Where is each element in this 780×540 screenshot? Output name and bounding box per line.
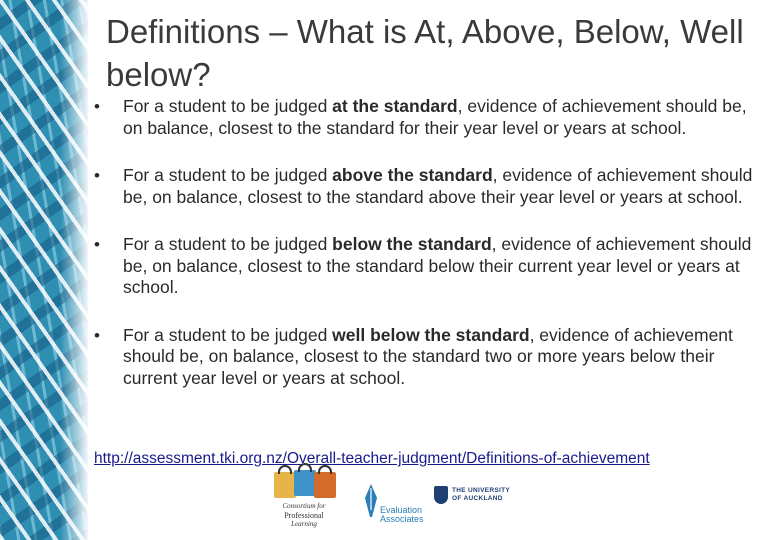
- bullet-suffix: , evidence of achievement should be, on balance, closest to the standard for their year level or years at school.: [123, 96, 747, 138]
- evaluation-associates-text: Evaluation Associates: [380, 505, 424, 524]
- consortium-logo: [268, 468, 340, 538]
- bullet-dot: •: [94, 166, 100, 185]
- bag-icon: [274, 472, 296, 498]
- bag-icon: [314, 472, 336, 498]
- bullet-dot: •: [94, 235, 100, 254]
- bullet-below-standard: [94, 234, 766, 299]
- slide-title: Definitions – What is At, Above, Below, Well below?: [106, 13, 744, 93]
- pen-nib-icon: [364, 484, 378, 518]
- bullet-term: above the standard: [332, 165, 493, 185]
- bullet-prefix: For a student to be judged: [123, 324, 333, 345]
- bullet-list: [94, 96, 766, 389]
- evaluation-associates-logo: [360, 484, 430, 524]
- bullet-at-standard: [94, 96, 766, 139]
- bullet-term: below the standard: [332, 234, 492, 254]
- bullet-suffix: , evidence of achievement should be, on balance, closest to the standard two or more years below their current year level or years at school.: [123, 324, 733, 388]
- bullet-above-standard: [94, 165, 766, 208]
- bullet-dot: •: [94, 97, 100, 116]
- university-logo-text: THE UNIVERSITY OF AUCKLAND: [452, 487, 511, 502]
- bullet-well-below-standard: [94, 325, 766, 390]
- bullet-dot: •: [94, 325, 100, 345]
- bullet-term: at the standard: [332, 96, 458, 116]
- bullet-prefix: For a student to be judged: [123, 234, 333, 254]
- consortium-logo-text: Consortium for Professional Learning: [282, 502, 326, 528]
- source-link[interactable]: http://assessment.tki.org.nz/Overall-teacher-judgment/Definitions-of-achievement: [94, 450, 650, 467]
- side-pattern-fade: [60, 0, 90, 540]
- university-of-auckland-logo: [434, 486, 514, 516]
- bullet-prefix: For a student to be judged: [123, 165, 333, 185]
- bullet-suffix: , evidence of achievement should be, on balance, closest to the standard below their current year level or years at school.: [123, 234, 752, 297]
- bullet-prefix: For a student to be judged: [123, 96, 333, 116]
- crest-icon: [434, 486, 448, 504]
- bullet-term: well below the standard: [332, 324, 530, 345]
- bullet-suffix: , evidence of achievement should be, on balance, closest to the standard above their year level or years at school.: [123, 165, 753, 207]
- bag-icon: [294, 470, 316, 496]
- partner-logos: [268, 468, 511, 538]
